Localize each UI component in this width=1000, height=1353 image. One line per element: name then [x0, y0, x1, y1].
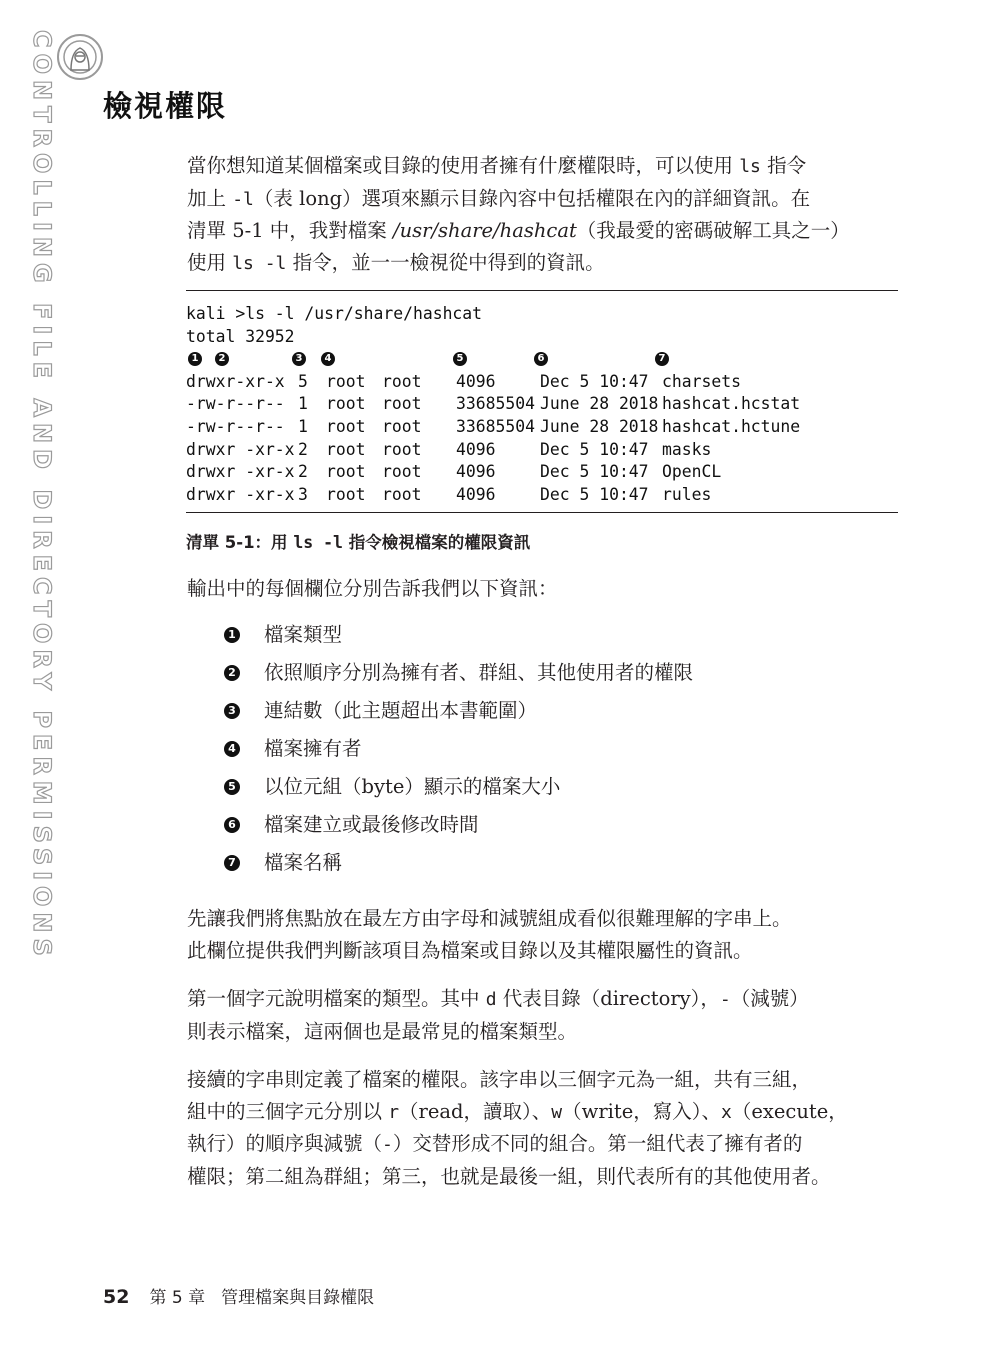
number-marker-icon: 4: [224, 741, 240, 757]
listing-rows: [186, 371, 898, 507]
inline-code: ls: [739, 156, 761, 177]
text: （表 long）選項來顯示目錄內容中包括權限在內的詳細資訊。在: [253, 186, 811, 210]
text: 輸出中的每個欄位分別告訴我們以下資訊：: [187, 577, 558, 600]
listing-caption: [186, 529, 530, 553]
listing-cell-modified: June 28 2018: [540, 417, 659, 437]
text: 使用: [187, 250, 233, 274]
listing-cell-modified: Dec 5 10:47: [540, 462, 649, 482]
number-marker-icon: 5: [224, 779, 240, 795]
paragraph-2: [187, 903, 899, 966]
listing-cell-permissions: drwxr -xr-x: [186, 462, 295, 482]
listing-cell-size: 4096: [456, 439, 496, 459]
text: （減號）: [730, 987, 809, 1010]
listing-cell-link-count: 2: [298, 439, 308, 459]
listing-row: [186, 484, 898, 507]
inline-code: r: [388, 1101, 400, 1123]
list-item-text: 檔案類型: [264, 623, 343, 646]
number-marker-icon: 3: [224, 703, 240, 719]
listing-cell-group: root: [382, 485, 422, 505]
column-marker-2: 2: [215, 352, 229, 366]
listing-cell-size: 4096: [456, 485, 496, 505]
listing-bottom-rule: [186, 512, 898, 513]
list-item-text: 連結數（此主題超出本書範圍）: [264, 699, 538, 722]
list-item-text: 檔案擁有者: [264, 737, 362, 760]
listing-cell-owner: root: [326, 417, 366, 437]
inline-code: -: [382, 1134, 393, 1155]
text: 代表目錄（directory），: [496, 987, 720, 1010]
inline-code: ls -l: [293, 533, 343, 552]
list-item-text: 以位元組（byte）顯示的檔案大小: [264, 775, 561, 798]
listing-cell-permissions: drwxr-xr-x: [186, 371, 285, 391]
inline-code: d: [485, 989, 497, 1010]
chapter-label: 第 5 章: [149, 1288, 206, 1308]
chapter-title: 管理檔案與目錄權限: [221, 1288, 375, 1308]
text: （read，讀取）、: [399, 1099, 552, 1123]
number-marker-icon: 7: [224, 855, 240, 871]
listing-row: [186, 461, 898, 484]
text: 指令檢視檔案的權限資訊: [342, 533, 531, 552]
listing-cell-filename: OpenCL: [662, 462, 722, 482]
listing-cell-permissions: -rw-r--r--: [186, 394, 285, 414]
list-item-text: 檔案名稱: [264, 851, 343, 874]
text: 加上: [187, 186, 233, 210]
text: （execute，: [731, 1099, 848, 1123]
text: 則表示檔案，這兩個也是最常見的檔案類型。: [187, 1019, 578, 1043]
text: 指令: [760, 154, 807, 177]
section-title: 檢視權限: [103, 89, 228, 123]
text: 先讓我們將焦點放在最左方由字母和減號組成看似很難理解的字串上。: [187, 907, 792, 930]
list-item-text: 依照順序分別為擁有者、群組、其他使用者的權限: [264, 661, 694, 684]
listing-cell-permissions: drwxr -xr-x: [186, 485, 295, 505]
listing-cell-owner: root: [326, 462, 366, 482]
listing-cell-modified: June 28 2018: [540, 394, 659, 414]
page-footer: [103, 1283, 374, 1308]
listing-cell-modified: Dec 5 10:47: [540, 485, 649, 505]
listing-cell-permissions: -rw-r--r--: [186, 417, 285, 437]
listing-row: [186, 439, 898, 462]
listing-cell-filename: hashcat.hcstat: [662, 394, 801, 414]
text: 執行）的順序與減號（: [187, 1132, 383, 1155]
listing-cell-owner: root: [326, 394, 366, 414]
listing-command: kali >ls -l /usr/share/hashcat: [186, 304, 483, 323]
file-path: /usr/share/hashcat: [393, 219, 577, 242]
listing-cell-link-count: 5: [298, 371, 308, 391]
listing-row: [186, 416, 898, 439]
listing-cell-owner: root: [326, 439, 366, 459]
number-marker-icon: 6: [224, 817, 240, 833]
listing-row: [186, 393, 898, 416]
inline-code: -l: [232, 188, 254, 210]
text: ）交替形成不同的組合。第一組代表了擁有者的: [392, 1132, 803, 1155]
text: 指令，並一一檢視從中得到的資訊。: [286, 250, 605, 274]
column-marker-3: 3: [292, 352, 306, 366]
intro-paragraph: [187, 150, 899, 279]
column-marker-5: 5: [453, 352, 467, 366]
text: 當你想知道某個檔案或目錄的使用者擁有什麼權限時，可以使用: [187, 154, 740, 177]
number-marker-icon: 2: [224, 665, 240, 681]
listing-cell-permissions: drwxr -xr-x: [186, 439, 295, 459]
hacker-avatar-emblem-icon: [55, 30, 105, 84]
inline-code: -: [719, 989, 731, 1010]
listing-cell-filename: charsets: [662, 371, 741, 391]
listing-cell-link-count: 3: [298, 485, 308, 505]
column-marker-6: 6: [534, 352, 548, 366]
listing-cell-filename: masks: [662, 439, 712, 459]
text: 清單 5-1：用: [186, 533, 294, 552]
text: 此欄位提供我們判斷該項目為檔案或目錄以及其權限屬性的資訊。: [187, 938, 753, 962]
code-listing: [186, 302, 898, 507]
marker-row: [186, 348, 898, 371]
listing-cell-group: root: [382, 371, 422, 391]
listing-cell-group: root: [382, 439, 422, 459]
listing-cell-modified: Dec 5 10:47: [540, 439, 649, 459]
inline-code: x: [721, 1101, 732, 1123]
listing-cell-size: 4096: [456, 371, 496, 391]
listing-cell-link-count: 1: [298, 417, 308, 437]
side-running-title: CONTROLLING FILE AND DIRECTORY PERMISSIONS: [28, 30, 56, 962]
text: 接續的字串則定義了檔案的權限。該字串以三個字元為一組，共有三組，: [187, 1068, 812, 1091]
text: 清單 5-1 中，我對檔案: [187, 219, 393, 242]
list-item-text: 檔案建立或最後修改時間: [264, 813, 479, 836]
column-marker-1: 1: [188, 352, 202, 366]
listing-cell-group: root: [382, 394, 422, 414]
page-number: 52: [103, 1286, 130, 1308]
listing-cell-filename: hashcat.hctune: [662, 417, 801, 437]
inline-code: ls -l: [232, 252, 287, 274]
listing-total: total 32952: [186, 327, 295, 346]
column-marker-7: 7: [655, 352, 669, 366]
listing-cell-link-count: 2: [298, 462, 308, 482]
lead-paragraph: [187, 573, 899, 605]
listing-cell-modified: Dec 5 10:47: [540, 371, 649, 391]
text: （write，寫入）、: [562, 1099, 722, 1123]
text: 第一個字元說明檔案的類型。其中: [187, 987, 486, 1010]
listing-cell-group: root: [382, 462, 422, 482]
listing-cell-owner: root: [326, 485, 366, 505]
number-marker-icon: 1: [224, 627, 240, 643]
listing-cell-owner: root: [326, 371, 366, 391]
paragraph-3: [187, 983, 899, 1047]
listing-cell-size: 33685504: [456, 417, 535, 437]
text: 組中的三個字元分別以: [187, 1099, 389, 1123]
listing-cell-group: root: [382, 417, 422, 437]
paragraph-4: [187, 1064, 899, 1192]
listing-cell-filename: rules: [662, 485, 712, 505]
text: （我最愛的密碼破解工具之一）: [576, 219, 850, 242]
column-marker-4: 4: [321, 352, 335, 366]
inline-code: w: [551, 1101, 563, 1123]
listing-cell-size: 4096: [456, 462, 496, 482]
listing-cell-link-count: 1: [298, 394, 308, 414]
listing-cell-size: 33685504: [456, 394, 535, 414]
text: 權限；第二組為群組；第三，也就是最後一組，則代表所有的其他使用者。: [187, 1164, 831, 1188]
listing-row: [186, 371, 898, 394]
listing-top-rule: [186, 290, 898, 291]
